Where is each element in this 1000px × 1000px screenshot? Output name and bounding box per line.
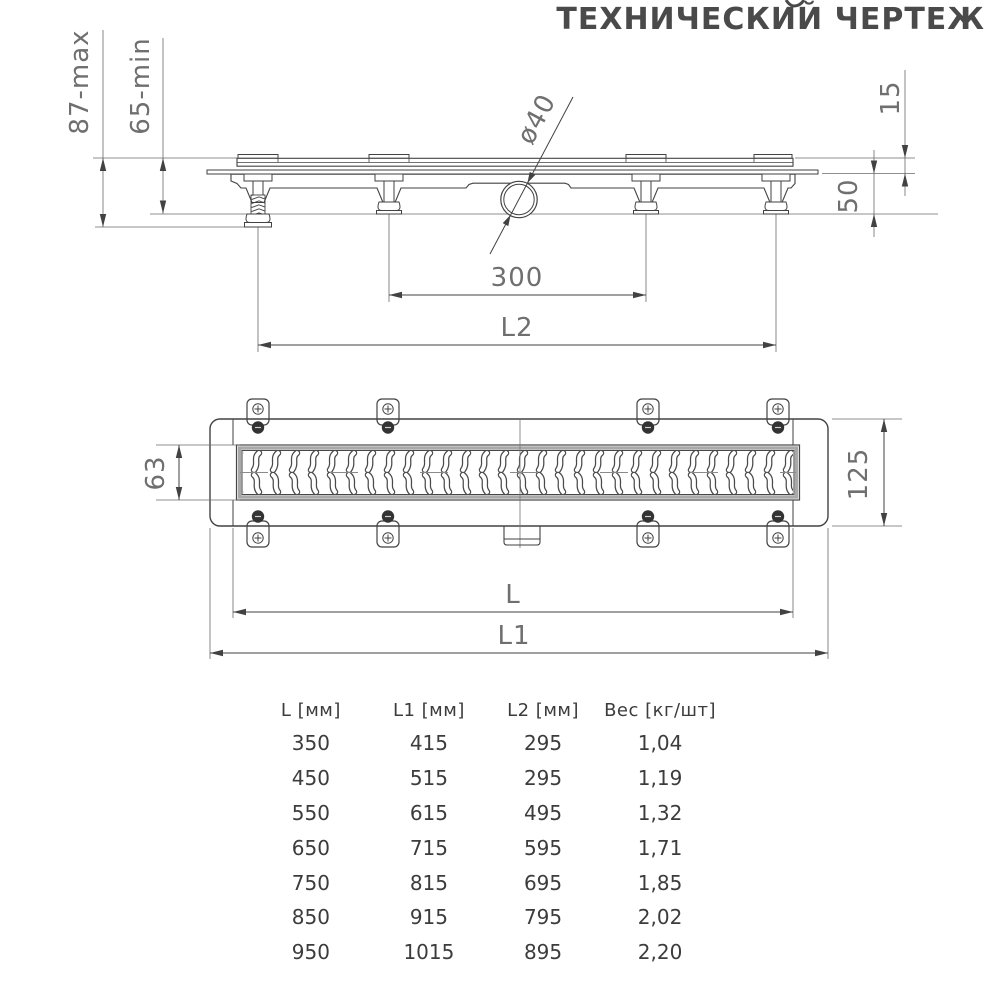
dim-height-max: 87-max xyxy=(65,29,95,135)
cell: 1,04 xyxy=(637,731,683,756)
cell: 750 xyxy=(291,870,330,895)
cell: 1,19 xyxy=(637,766,683,791)
dim-l: L xyxy=(505,580,521,610)
cell: 2,02 xyxy=(637,905,683,930)
dim-height-min: 65-min xyxy=(126,37,156,135)
cell: 2,20 xyxy=(637,940,683,965)
cell: 650 xyxy=(291,835,330,860)
cell: 795 xyxy=(523,905,563,930)
size-table-header-row xyxy=(250,694,720,726)
col-header-l2: L2 [мм] xyxy=(507,699,579,721)
dim-edge-height: 15 xyxy=(876,80,906,116)
cell: 1,71 xyxy=(637,835,683,860)
table-row xyxy=(250,900,720,935)
col-header-l: L [мм] xyxy=(280,699,341,721)
cropped-text-fragment xyxy=(786,0,804,6)
cell: 1015 xyxy=(403,940,455,965)
table-row xyxy=(250,865,720,900)
dim-flange-width: 125 xyxy=(844,447,874,501)
cell: 350 xyxy=(291,731,330,756)
table-row xyxy=(250,726,720,761)
table-row xyxy=(250,761,720,796)
dim-drain-diameter: ø40 xyxy=(511,89,563,150)
cell: 850 xyxy=(291,905,330,930)
dim-l1: L1 xyxy=(497,621,531,651)
table-row xyxy=(250,935,720,970)
cell: 495 xyxy=(523,800,563,825)
cell: 715 xyxy=(409,835,448,860)
table-row xyxy=(250,830,720,865)
dim-grate-width: 63 xyxy=(141,455,171,491)
cell: 550 xyxy=(291,800,330,825)
cell: 895 xyxy=(523,940,563,965)
cell: 415 xyxy=(409,731,448,756)
size-table xyxy=(250,694,720,970)
cell: 295 xyxy=(523,731,563,756)
cell: 915 xyxy=(409,905,448,930)
side-view xyxy=(65,29,938,352)
table-row xyxy=(250,796,720,831)
cell: 1,85 xyxy=(637,870,683,895)
dim-l2: L2 xyxy=(500,313,534,343)
cell: 695 xyxy=(523,870,563,895)
grate xyxy=(237,445,800,500)
drain-stub xyxy=(504,526,540,545)
support-feet xyxy=(377,202,789,214)
cell: 950 xyxy=(291,940,330,965)
cell: 450 xyxy=(291,766,330,791)
cell: 1,32 xyxy=(637,800,683,825)
cell: 815 xyxy=(409,870,448,895)
top-view xyxy=(141,399,902,659)
dim-outlet-span: 300 xyxy=(490,263,544,293)
col-header-l1: L1 [мм] xyxy=(392,699,465,721)
col-header-weight: Вес [кг/шт] xyxy=(604,699,716,721)
flange-plate xyxy=(207,170,818,174)
dim-body-depth: 50 xyxy=(834,178,864,214)
page-title: ТЕХНИЧЕСКИЙ ЧЕРТЕЖ xyxy=(556,2,985,37)
cell: 595 xyxy=(523,835,563,860)
cell: 615 xyxy=(409,800,448,825)
cell: 295 xyxy=(523,766,563,791)
cell: 515 xyxy=(409,766,448,791)
adjustable-leg xyxy=(245,195,272,227)
channel-side-profile xyxy=(207,97,818,254)
